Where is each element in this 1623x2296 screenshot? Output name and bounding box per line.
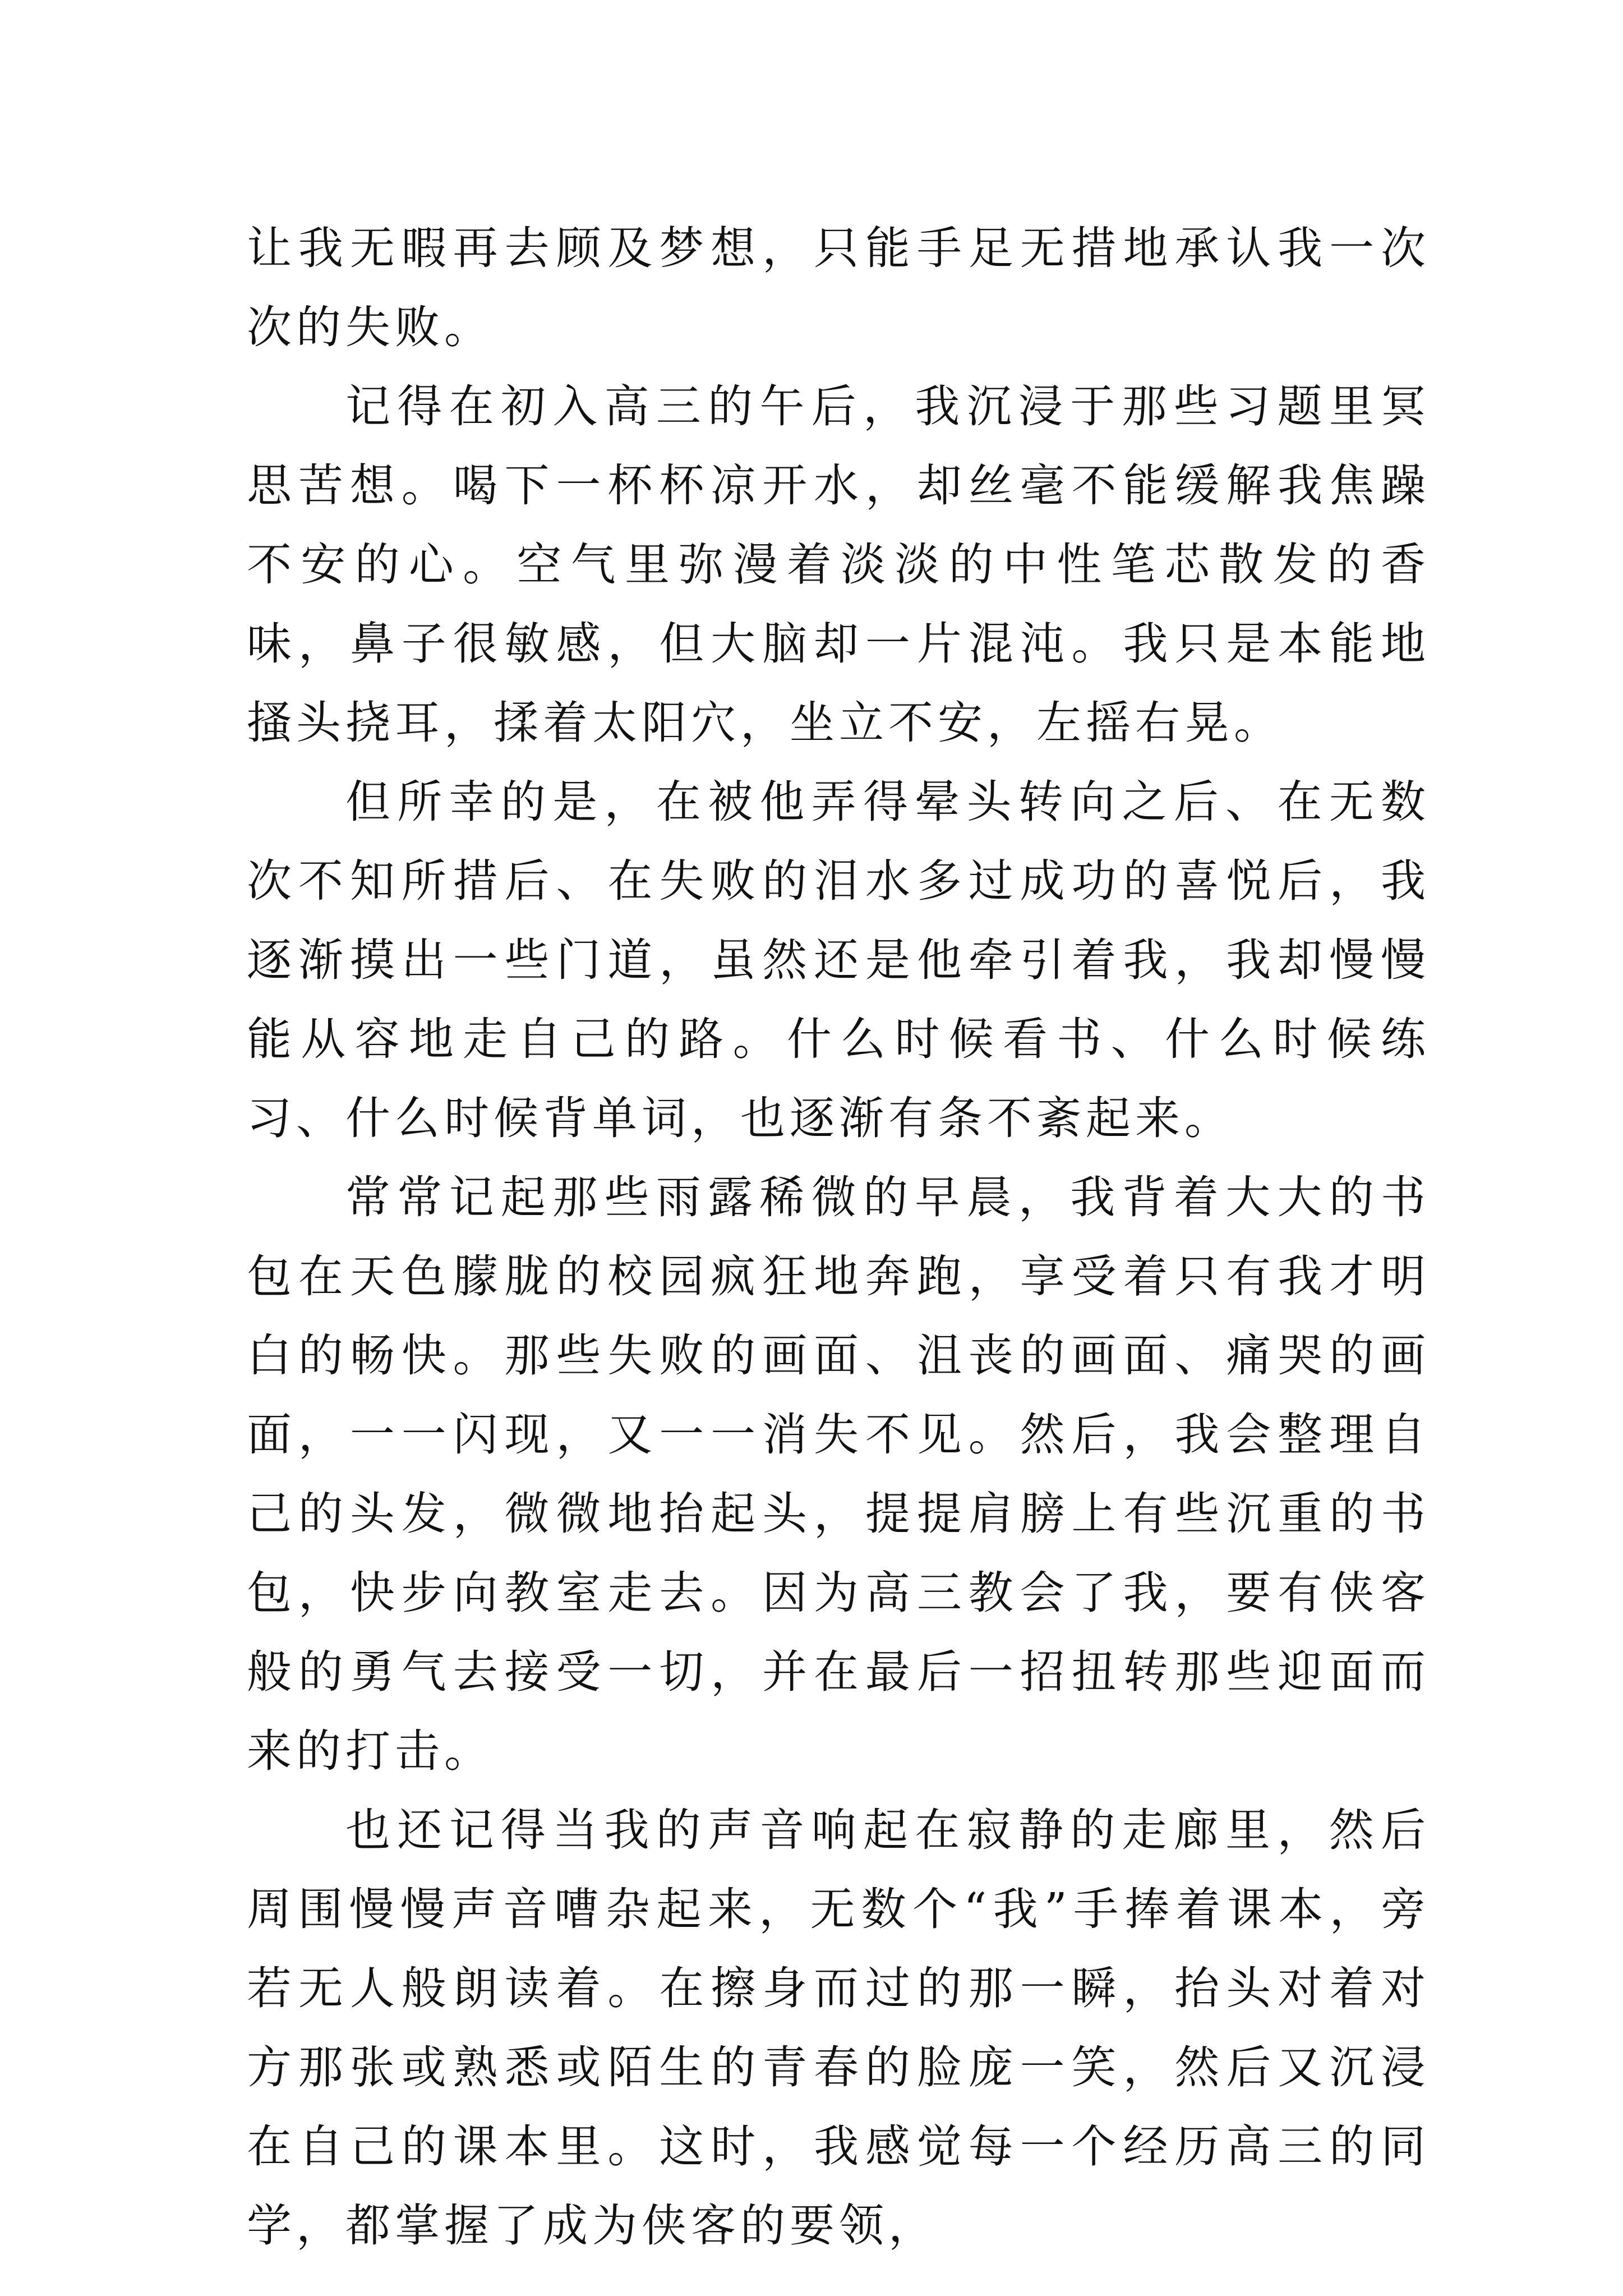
paragraph: 记得在初入高三的午后，我沉浸于那些习题里冥思苦想。喝下一杯杯凉开水，却丝毫不能缓解我焦躁不安的心。空气里弥漫着淡淡的中性笔芯散发的香味，鼻子很敏感，但大脑却一片混沌。我只是本能地搔头挠耳，揉着太阳穴，坐立不安，左摇右晃。 — [247, 380, 1430, 749]
paragraph: 但所幸的是，在被他弄得晕头转向之后、在无数次不知所措后、在失败的泪水多过成功的喜悦后，我逐渐摸出一些门道，虽然还是他牵引着我，我却慢慢能从容地走自己的路。什么时候看书、什么时候练习、什么时候背单词，也逐渐有条不紊起来。 — [247, 776, 1430, 1144]
paragraph: 也还记得当我的声音响起在寂静的走廊里，然后周围慢慢声音嘈杂起来，无数个“我”手捧着课本，旁若无人般朗读着。在擦身而过的那一瞬，抬头对着对方那张或熟悉或陌生的青春的脸庞一笑，然后又沉浸在自己的课本里。这时，我感觉每一个经历高三的同学，都掌握了成为侠客的要领， — [247, 1804, 1430, 2252]
paragraph: 常常记起那些雨露稀微的早晨，我背着大大的书包在天色朦胧的校园疯狂地奔跑，享受着只有我才明白的畅快。那些失败的画面、沮丧的画面、痛哭的画面，一一闪现，又一一消失不见。然后，我会整理自己的头发，微微地抬起头，提提肩膀上有些沉重的书包，快步向教室走去。因为高三教会了我，要有侠客般的勇气去接受一切，并在最后一招扭转那些迎面而来的打击。 — [247, 1171, 1430, 1777]
body-text — [247, 209, 1430, 2265]
paragraph-continuation: 让我无暇再去顾及梦想，只能手足无措地承认我一次次的失败。 — [247, 222, 1430, 353]
